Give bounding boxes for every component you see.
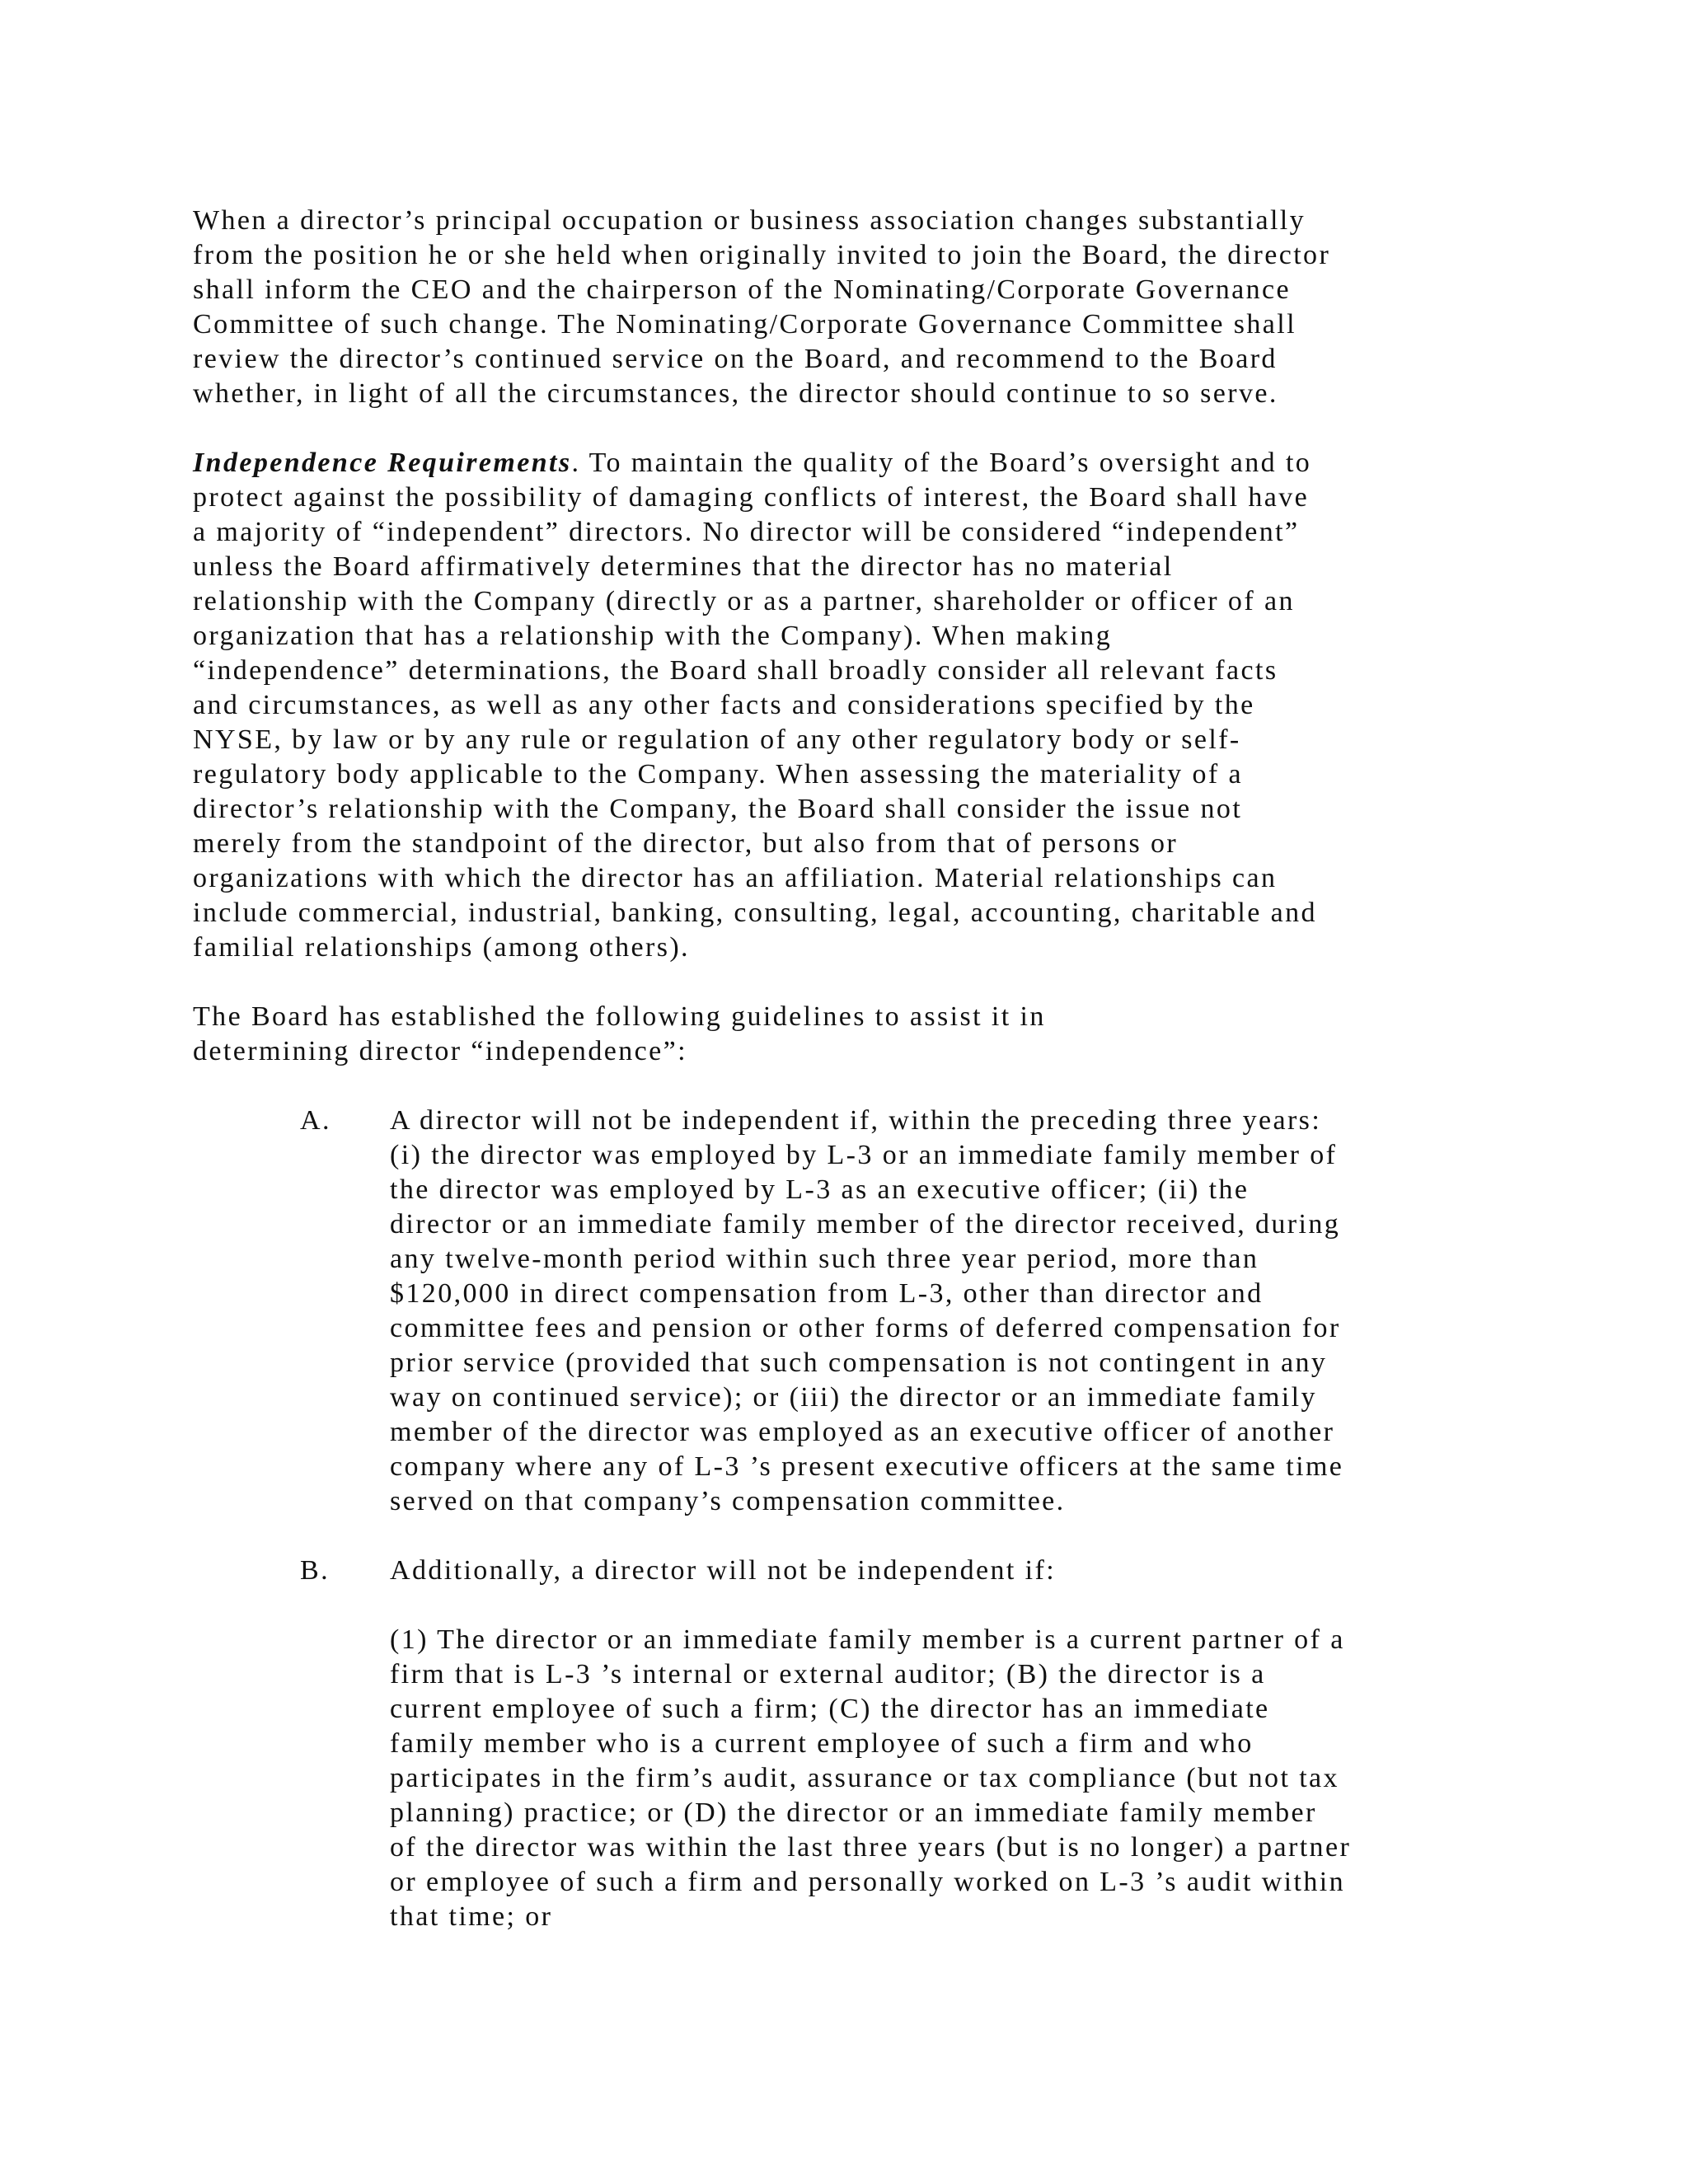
text-line: planning) practice; or (D) the director or an immediate family member xyxy=(390,1797,1317,1828)
text-line: a majority of “independent” directors. No director will be considered “independent” xyxy=(193,517,1300,547)
text-line: director or an immediate family member of the director received, during xyxy=(390,1209,1341,1240)
text-line: of the director was within the last three years (but is no longer) a partner xyxy=(390,1832,1352,1863)
section-heading: Independence Requirements xyxy=(193,448,572,478)
text-line: participates in the firm’s audit, assurance or tax compliance (but not tax xyxy=(390,1763,1339,1793)
text-line: company where any of L-3 ’s present executive officers at the same time xyxy=(390,1451,1344,1482)
text-line: that time; or xyxy=(390,1901,553,1932)
text-line: firm that is L-3 ’s internal or external auditor; (B) the director is a xyxy=(390,1659,1266,1690)
text-line: director’s relationship with the Company, the Board shall consider the issue not xyxy=(193,794,1243,824)
text-line: (i) the director was employed by L-3 or an immediate family member of xyxy=(390,1140,1338,1170)
list-marker: A. xyxy=(300,1105,331,1136)
text-line: regulatory body applicable to the Company. When assessing the materiality of a xyxy=(193,759,1243,790)
text-line: NYSE, by law or by any rule or regulation of any other regulatory body or self- xyxy=(193,724,1241,755)
text-line: committee fees and pension or other forms of deferred compensation for xyxy=(390,1313,1341,1343)
text-line: current employee of such a firm; (C) the director has an immediate xyxy=(390,1694,1270,1724)
text-line: the director was employed by L-3 as an executive officer; (ii) the xyxy=(390,1174,1250,1205)
list-marker: B. xyxy=(300,1555,330,1586)
text-line: unless the Board affirmatively determines that the director has no material xyxy=(193,551,1174,582)
text-line: member of the director was employed as an executive officer of another xyxy=(390,1417,1335,1447)
text-line: and circumstances, as well as any other facts and considerations specified by the xyxy=(193,690,1255,720)
text-line: relationship with the Company (directly or as a partner, shareholder or officer of an xyxy=(193,586,1295,616)
text-line: organization that has a relationship with the Company). When making xyxy=(193,621,1113,651)
text-line: include commercial, industrial, banking, consulting, legal, accounting, charitable and xyxy=(193,898,1317,928)
text-line: “independence” determinations, the Board shall broadly consider all relevant facts xyxy=(193,655,1278,686)
text-line: merely from the standpoint of the director, but also from that of persons or xyxy=(193,828,1179,859)
text-line: A director will not be independent if, within the preceding three years: xyxy=(390,1105,1322,1136)
text-line: Additionally, a director will not be independent if: xyxy=(390,1555,1057,1586)
text-line: or employee of such a firm and personally worked on L-3 ’s audit within xyxy=(390,1867,1345,1897)
text-line: protect against the possibility of damaging conflicts of interest, the Board shall have xyxy=(193,482,1310,513)
text-line: way on continued service); or (iii) the director or an immediate family xyxy=(390,1382,1317,1413)
text-line: shall inform the CEO and the chairperson of the Nominating/Corporate Governance xyxy=(193,274,1292,305)
text-line: family member who is a current employee of such a firm and who xyxy=(390,1728,1254,1759)
text-line: $120,000 in direct compensation from L-3, other than director and xyxy=(390,1278,1264,1309)
text-line: The Board has established the following guidelines to assist it in xyxy=(193,1001,1046,1032)
text-line: determining director “independence”: xyxy=(193,1036,687,1066)
text-line: whether, in light of all the circumstances, the director should continue to so serve. xyxy=(193,378,1278,409)
text-line: familial relationships (among others). xyxy=(193,932,690,963)
text-line: (1) The director or an immediate family member is a current partner of a xyxy=(390,1624,1345,1655)
text-line xyxy=(193,446,1311,480)
heading-line-rest: . To maintain the quality of the Board’s oversight and to xyxy=(571,448,1312,478)
text-line: When a director’s principal occupation or business association changes substantially xyxy=(193,205,1306,236)
text-line: any twelve-month period within such three year period, more than xyxy=(390,1244,1259,1274)
text-line: prior service (provided that such compensation is not contingent in any xyxy=(390,1347,1328,1378)
text-line: served on that company’s compensation committee. xyxy=(390,1486,1066,1516)
text-line: organizations with which the director has an affiliation. Material relationships can xyxy=(193,863,1278,893)
text-line: Committee of such change. The Nominating/Corporate Governance Committee shall xyxy=(193,309,1296,340)
text-line: review the director’s continued service on the Board, and recommend to the Board xyxy=(193,344,1278,374)
text-line: from the position he or she held when originally invited to join the Board, the director xyxy=(193,240,1331,270)
